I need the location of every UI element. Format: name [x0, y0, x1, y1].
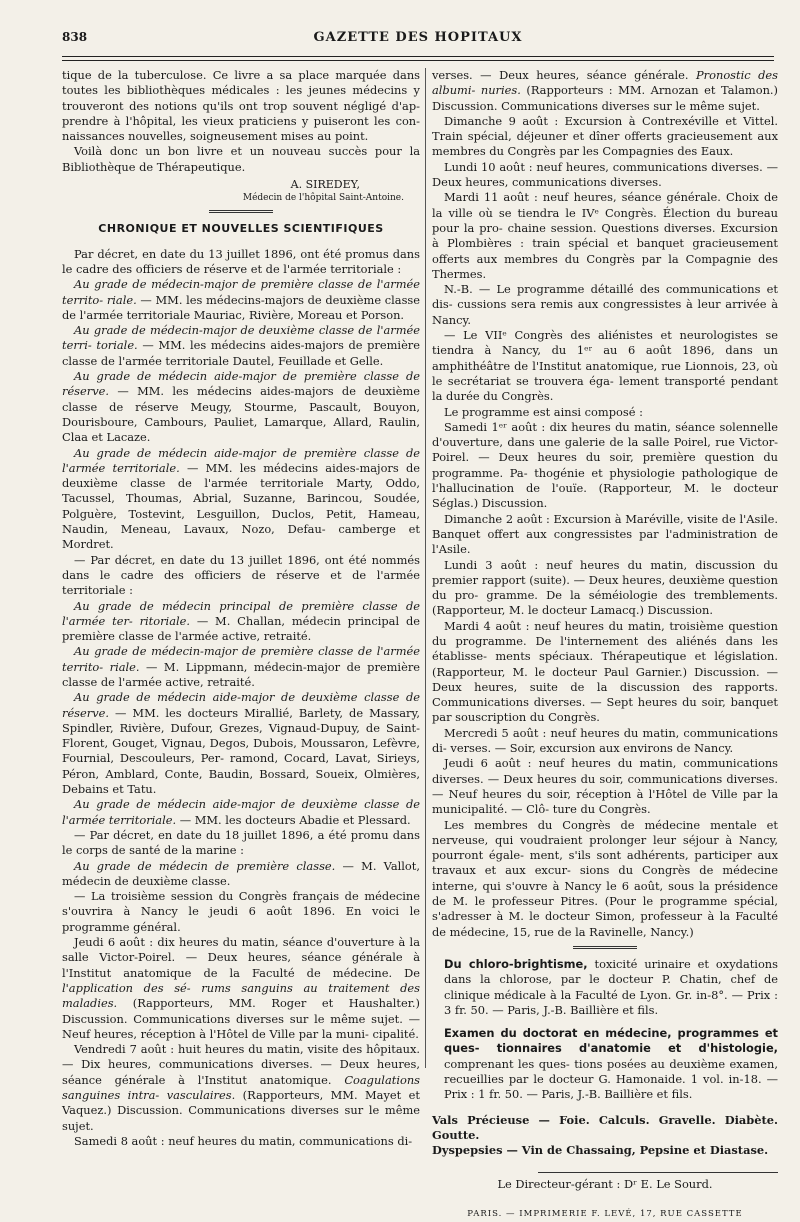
news-paragraph: Jeudi 6 août : dix heures du matin, séance d'ouverture à la salle Victor-Poirel. — Deux heures, séance générale à l'Institut anatomique de la Faculté de médecine. De l'application des sé- rums sanguins au traitement des maladies. (Rapporteurs, MM. Roger et Haushalter.) Discussion. Communications diverses sur le même sujet. — Neuf heures, réception à l'Hôtel de Ville par la muni- cipalité. — [62, 935, 420, 1041]
news-paragraph: Vendredi 7 août : huit heures du matin, visite des hôpitaux. — Dix heures, communications diverses. — Deux heures, séance générale à l'Institut anatomique. Coagulations sanguines intra- vasculaires. (Rapporteurs, MM. Mayet et Vaquez.) Discussion. Communications diverses sur le même sujet. — [62, 1042, 420, 1133]
news-paragraph: Au grade de médecin aide-major de deuxième classe de l'armée territoriale. — MM. les docteurs Abadie et Plessard. — [62, 797, 420, 827]
news-paragraph: Dimanche 9 août : Excursion à Contrexéville et Vittel. Train spécial, déjeuner et dîner offerts gracieusement aux membres du Congrès par les Compagnies des Eaux. — [432, 113, 778, 159]
news-paragraph: Au grade de médecin-major de deuxième classe de l'armée terri- toriale. — MM. les médecins aides-majors de première classe de l'armée territoriale Dautel, Feuillade et Gelle. — [62, 323, 420, 368]
news-paragraph: Jeudi 6 août : neuf heures du matin, communications diverses. — Deux heures du soir, communications diverses. — Neuf heures du soir, réception à l'Hôtel de Ville par la municipalité. — Clô- ture du Congrès. — [432, 756, 778, 817]
journal-title: GAZETTE DES HOPITAUX — [313, 30, 523, 45]
news-paragraph: — La troisième session du Congrès français de médecine s'ouvrira à Nancy le jeudi 6 août 1896. En voici le programme général. — [62, 889, 420, 934]
news-paragraph: Mardi 4 août : neuf heures du matin, troisième question du programme. De l'internement des aliénés dans les établisse- ments spéciaux. Thérapeutique et législation. (Rapporteur, M. le docteur Paul Garnier.) Discussion. — Deux heures, suite de la discussion des rapports. Communications diverses. — Sept heures du soir, banquet par souscription du Congrès. — [432, 618, 778, 725]
news-paragraph: Par décret, en date du 13 juillet 1896, ont été promus dans le cadre des officiers de réserve et de l'armée territoriale : — [62, 246, 420, 276]
news-paragraph: Au grade de médecin principal de première classe de l'armée ter- ritoriale. — M. Challan, médecin principal de première classe de l'armée active, retraité. — [62, 598, 420, 644]
news-paragraph: — Le VIIᵉ Congrès des aliénistes et neurologistes se tiendra à Nancy, du 1ᵉʳ au 6 août 1896, dans un amphithéâtre de l'Institut anatomique, rue Lionnois, 23, où le secrétariat se trouvera éga- lement transporté pendant la durée du Congrès. — [432, 328, 778, 404]
footer-rule — [538, 1172, 778, 1173]
news-paragraph: Les membres du Congrès de médecine mentale et nerveuse, qui voudraient prolonger leur séjour à Nancy, pourront égale- ment, s'ils sont adhérents, participer aux travaux et aux excur- sions du Congrès de médecine interne, qui s'ouvre à Nancy le 6 août, sous la présidence de M. le professeur Pitres. (Pour le programme spécial, s'adresser à M. le docteur Simon, professeur à la Faculté de médecine, 15, rue de la Ravinelle, Nancy.) — [432, 817, 778, 939]
news-paragraph: Samedi 8 août : neuf heures du matin, communications di- — [74, 1133, 413, 1148]
news-paragraph: Mercredi 5 août : neuf heures du matin, communications di- verses. — Soir, excursion aux environs de Nancy. — [432, 725, 778, 756]
news-paragraph: Lundi 3 août : neuf heures du matin, discussion du premier rapport (suite). — Deux heures, deuxième question du pro- gramme. De la séméiologie des tremblements. (Rapporteur, M. le docteur Lamacq.) Discussion. — [432, 557, 778, 618]
section-title: CHRONIQUE ET NOUVELLES SCIENTIFIQUES — [98, 222, 384, 236]
advertisement-line: Dyspepsies — Vin de Chassaing, Pepsine et Diastase. — [432, 1143, 769, 1158]
left-column — [62, 68, 420, 1149]
news-paragraph: Au grade de médecin de première classe. — M. Vallot, médecin de deuxième classe. — [62, 858, 420, 888]
bibliography-entry: Examen du doctorat en médecine, programmes et ques- tionnaires d'anatomie et d'histologie, comprenant les ques- tions posées au deuxième examen, recueillies par le docteur G. Hamonaide. 1 vol. in-18. — Prix : 1 fr. 50. — Paris, J.-B. Baillière et fils. — [444, 1026, 778, 1102]
page-header — [62, 30, 774, 52]
news-paragraph: N.-B. — Le programme détaillé des communications et dis- cussions sera remis aux congressistes à leur arrivée à Nancy. — [432, 282, 778, 327]
news-paragraph: verses. — Deux heures, séance générale. Pronostic des albumi- nuries. (Rapporteurs : MM. Arnozan et Talamon.) Discussion. Communications diverses sur le même sujet. — [432, 68, 779, 113]
printer-line: PARIS. — IMPRIMERIE F. LEVÉ, 17, RUE CASSETTE — [467, 1208, 743, 1219]
author-signature: A. SIREDEY, — [290, 178, 360, 192]
separator — [209, 210, 273, 213]
advertisement-line: Vals Précieuse — Foie. Calculs. Gravelle. Diabète. Goutte. — [432, 1112, 778, 1142]
news-paragraph: — Par décret, en date du 18 juillet 1896, a été promu dans le corps de santé de la marine : — [62, 827, 420, 858]
header-rule-second — [62, 60, 774, 61]
right-column — [432, 68, 778, 1222]
news-paragraph: Au grade de médecin-major de première classe de l'armée territo- riale. — MM. les médecins-majors de deuxième classe de l'armée territoriale Mauriac, Rivière, Moreau et Porson. — [62, 277, 421, 322]
news-paragraph: Au grade de médecin aide-major de première classe de réserve. — MM. les médecins aides-majors de deuxième classe de réserve Meugy, Stourme, Pascault, Bouyon, Dourisboure, Cambours, Pauliet, Lamarque, Allard, Raulin, Claa et Lacaze. — [62, 369, 420, 445]
intro-paragraph: tique de la tuberculose. Ce livre a sa place marquée dans toutes les bibliothèques médicales : les jeunes médecins y trouveront des notions qu'ils ont trop souvent négligé d'ap- prendre à l'hôpital, les vieux praticiens y puiseront les con- naissances nouvelles, soigneusement mises au point. — [62, 68, 420, 144]
bibliography-entry: Du chloro-brightisme, toxicité urinaire et oxydations dans la chlorose, par le docteur P. Chatin, chef de clinique médicale à la Faculté de Lyon. Gr. in-8°. — Prix : 3 fr. 50. — Paris, J.-B. Baillière et fils. — [444, 956, 778, 1017]
separator — [573, 946, 637, 949]
news-paragraph: Au grade de médecin aide-major de deuxième classe de réserve. — MM. les docteurs Mirallié, Barlety, de Massary, Spindler, Rivière, Dufour, Grezes, Vignaud-Dupuy, de Saint-Florent, Gouget, Vignau, Degos, Dubois, Moussaron, Lefèvre, Fournial, Descouleurs, Per- ramond, Cocard, Lavat, Sirieys, Péron, Amblard, Conte, Baudin, Bossard, Soueix, Olmières, Debains et Tatu. — [62, 690, 420, 797]
intro-paragraph-end: Voilà donc un bon livre et un nouveau succès pour la Bibliothèque de Thérapeutique. — [62, 144, 420, 174]
news-paragraph: Dimanche 2 août : Excursion à Maréville, visite de l'Asile. Banquet offert aux congressistes par l'administration de l'Asile. — [432, 511, 778, 557]
publisher-line: Le Directeur-gérant : Dʳ E. Le Sourd. — [497, 1177, 713, 1192]
news-paragraph: Au grade de médecin-major de première classe de l'armée territo- riale. — M. Lippmann, médecin-major de première classe de l'armée active, retraité. — [62, 644, 420, 689]
news-paragraph: Mardi 11 août : neuf heures, séance générale. Choix de la ville où se tiendra le IVᵉ Congrès. Élection du bureau pour la pro- chaine session. Questions diverses. Excursion à Plombières : train spécial et banquet gracieusement offerts aux membres du Congrès par la Compagnie des Thermes. — [432, 190, 778, 281]
news-paragraph: — Par décret, en date du 13 juillet 1896, ont été nommés dans le cadre des officiers de réserve et de l'armée territoriale : — [62, 552, 420, 598]
news-paragraph: Samedi 1ᵉʳ août : dix heures du matin, séance solennelle d'ouverture, dans une galerie de la salle Poirel, rue Victor-Poirel. — Deux heures du soir, première question du programme. Pa- thogénie et physiologie pathologique de l'hallucination de l'ouïe. (Rapporteur, M. le docteur Séglas.) Discussion. — [432, 419, 778, 511]
column-divider — [425, 68, 426, 1068]
news-paragraph: Lundi 10 août : neuf heures, communications diverses. — Deux heures, communications diverses. — [432, 159, 778, 190]
header-rule — [62, 56, 774, 57]
news-paragraph: Au grade de médecin aide-major de première classe de l'armée territoriale. — MM. les médecins aides-majors de deuxième classe de l'armée territoriale Marty, Oddo, Tacussel, Thoumas, Abrial, Suzanne, Barincou, Soudée, Polguère, Tostevint, Lesguillon, Duclos, Petit, Hameau, Naudin, Meneau, Lavaux, Nozo, Defau- camberge et Mordret. — [62, 445, 420, 552]
news-paragraph: Le programme est ainsi composé : — [444, 404, 643, 419]
author-title: Médecin de l'hôpital Saint-Antoine. — [242, 193, 404, 204]
page-number: 838 — [62, 30, 88, 44]
